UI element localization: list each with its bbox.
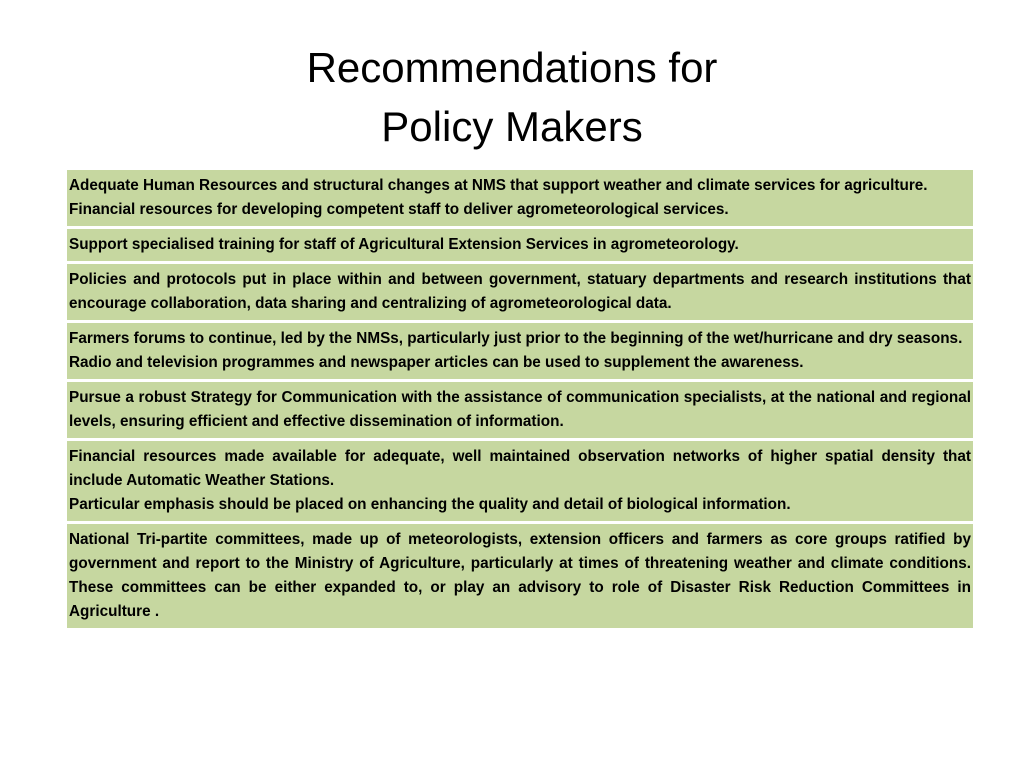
recommendation-row xyxy=(67,323,973,382)
recommendation-text: Financial resources made available for adequate, well maintained observation networks of higher spatial density that include Automatic Weather Stations. xyxy=(69,448,971,489)
recommendation-text: Pursue a robust Strategy for Communication with the assistance of communication specialists, at the national and regional levels, ensuring efficient and effective dissemination of information. xyxy=(69,389,971,430)
recommendation-row xyxy=(67,382,973,441)
recommendation-text: Radio and television programmes and newspaper articles can be used to supplement the awareness. xyxy=(69,354,804,371)
recommendation-text: Particular emphasis should be placed on enhancing the quality and detail of biological information. xyxy=(69,496,791,513)
recommendation-row xyxy=(67,229,973,264)
slide-title xyxy=(0,38,1024,156)
slide-title-line-2: Policy Makers xyxy=(381,103,643,150)
recommendation-row xyxy=(67,524,973,628)
recommendation-row xyxy=(67,441,973,524)
recommendation-row xyxy=(67,264,973,323)
recommendation-text: Policies and protocols put in place within and between government, statuary departments and research institutions that encourage collaboration, data sharing and centralizing of agrometeorological data. xyxy=(69,271,971,312)
recommendation-text: Adequate Human Resources and structural changes at NMS that support weather and climate services for agriculture. xyxy=(69,177,928,194)
recommendation-text: National Tri-partite committees, made up of meteorologists, extension officers and farmers as core groups ratified by government and report to the Ministry of Agriculture, particularly at times of threatening weather and climate conditions. These committees can be either expanded to, or play an advisory to role of Disaster Risk Reduction Committees in Agriculture . xyxy=(69,531,971,620)
recommendation-row xyxy=(67,170,973,229)
recommendation-text: Farmers forums to continue, led by the NMSs, particularly just prior to the beginning of the wet/hurricane and dry seasons. xyxy=(69,330,963,347)
recommendation-text: Support specialised training for staff of Agricultural Extension Services in agrometeorology. xyxy=(69,236,739,253)
recommendation-text: Financial resources for developing competent staff to deliver agrometeorological services. xyxy=(69,201,729,218)
slide-title-line-1: Recommendations for xyxy=(306,44,718,91)
recommendations-table xyxy=(67,170,973,628)
